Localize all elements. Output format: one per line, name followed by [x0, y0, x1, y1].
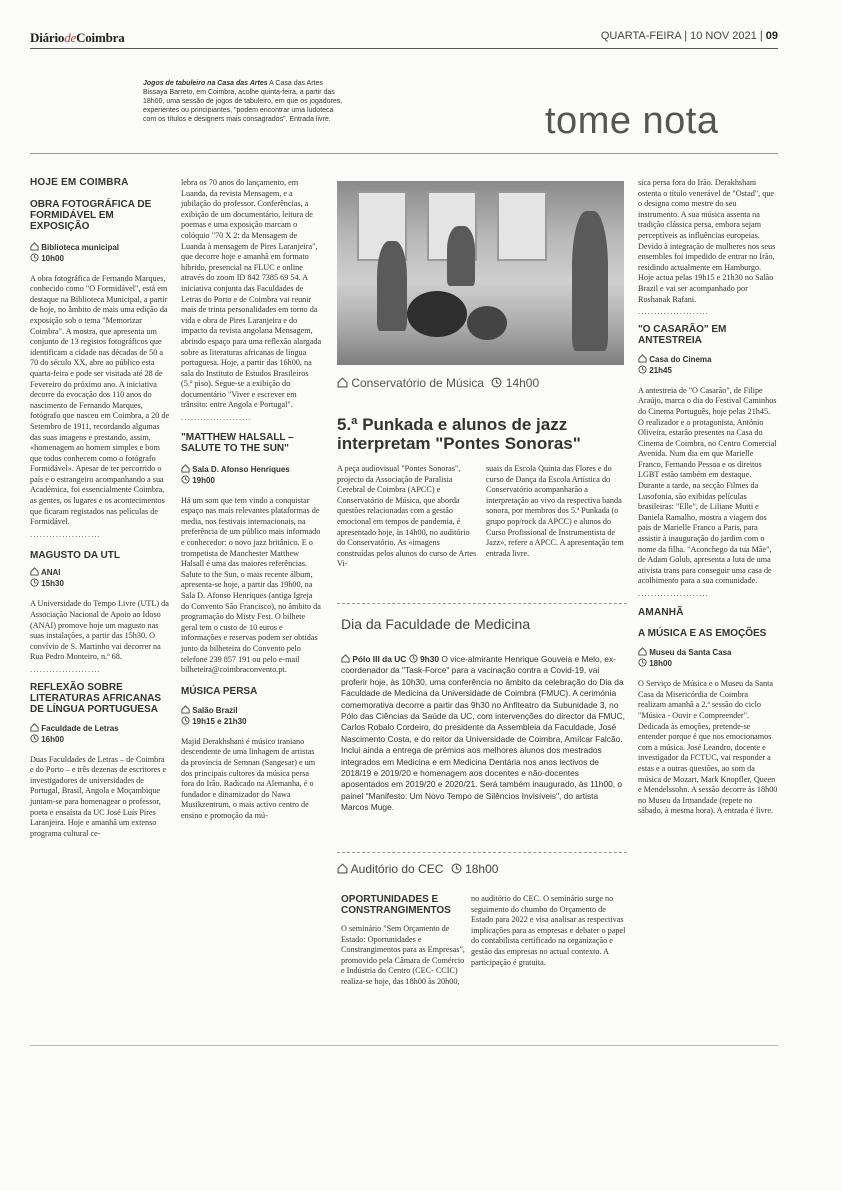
article-4-place: Sala D. Afonso Henriques	[181, 464, 322, 475]
cec-col-b	[471, 894, 627, 970]
article-3-place: Faculdade de Letras	[30, 723, 170, 734]
intro-text: A Casa das Artes Bissaya Barreto, em Coimbra, acolhe quinta-feira, a partir das 18h00, uma sessão de jogos de tabuleiro, em que os jogadores, experientes ou principiantes, "podem encontrar uma ludoteca com os títulos e designers mais consagrados". Entrada livre.	[143, 80, 343, 123]
top-rule	[30, 48, 778, 49]
center-divider	[337, 603, 627, 604]
house-icon	[30, 567, 39, 576]
house-icon	[181, 464, 190, 473]
medicina-time: 9h30	[419, 654, 440, 664]
kicker-amanha: AMANHÃ	[638, 606, 684, 618]
punkada-body-b: suais da Escola Quinta das Flores e do curso de Dança da Escola Artística do Conservatório acompanharão a interpretação ao vivo da respectiva banda sonora, por membros dos 5.ª Punkada (o grupo pop/rock da APCC) e alunos do Curso Profissional de Instrumentista de Jazz», refere a APCC. A apresentação tem entrada livre.	[486, 464, 624, 558]
article-4-meta	[181, 464, 322, 486]
article-4-time: 19h00	[181, 475, 322, 486]
bottom-rule	[30, 1045, 778, 1046]
article-5-meta	[181, 705, 322, 727]
cec-time: 18h00	[465, 862, 499, 876]
house-icon	[181, 705, 190, 714]
cec-head: OPORTUNIDADES E CONSTRANGIMENTOS	[341, 894, 451, 916]
article-2-head: MAGUSTO DA UTL	[30, 550, 120, 562]
cec-body-a: O seminário "Sem Orçamento de Estado: Oportunidades e Constrangimentos para as Empresas", promovido pela Câmara de Comércio e Indústria do Centro (CEC- CCIC) realiza-se hoje, das 18h00 às 20h00,	[341, 924, 465, 986]
article-1-body: A obra fotográfica de Fernando Marques, conhecido como "O Formidável", está em destaque na Biblioteca Municipal, a partir de hoje, no âmbito de mais uma edição da exposição sob o tema "Memorizar Coimbra". A mostra, que apresenta um conjunto de 13 registos fotográficos que identificam a cidade nas décadas de 50 a 70 do século XX, abre ao público esta quarta-feira e pode ser visitada até 28 de Fevereiro do próximo ano. A iniciativa decorre da evocação dos 110 anos do nascimento de Fernando Marques, fotógrafo que nasceu em Coimbra, a 20 de Setembro de 1911, recordando algumas das suas imagens e prestando, assim, «homenagem ao homem simples e bom que todos conhecem como o fotógrafo Formidável». Apesar de ter percorrido o país e o estrangeiro acompanhando a sua Académica, foi essencialmente Coimbra, as gentes, os lugares e os acontecimentos que ficaram registados nas películas de Formidável.	[30, 273, 170, 527]
house-icon	[30, 723, 39, 732]
article-1-place: Biblioteca municipal	[30, 242, 170, 253]
article-6-head: "O CASARÃO" EM ANTESTREIA	[638, 323, 727, 346]
cec-col-a	[341, 894, 466, 990]
house-icon	[638, 354, 647, 363]
article-5-time: 19h15 e 21h30	[181, 716, 322, 727]
issue-date: QUARTA-FEIRA | 10 NOV 2021 |	[600, 30, 766, 42]
brand-word-de: de	[64, 30, 77, 45]
article-4-head: "MATTHEW HALSALL – SALUTE TO THE SUN"	[181, 431, 294, 454]
article-3-continued: lebra os 70 anos do lançamento, em Luanda, da revista Mensagem, e a jubilação do professor. Conferências, a exibição de um documentário, leitura de poemas e uma exposição marcam o colóquio "70 X 2: da Mensagem de Luanda à mensagem de Pires Laranjeira", que decorre hoje e amanhã em formato híbrido, presencial na FLUC e online através do zoom ID 842 7385 69 54. A iniciativa conjunta das Faculdades de Letras do Porto e de Coimbra vai reunir mais de trinta personalidades em torno da vida e obra de Pires Laranjeira e do impacto da revista angolana Mensagem, abrindo espaço para uma reflexão alargada sobre as literaturas africanas de língua portuguesa. Hoje, a partir das 16h00, na sala do Instituto de Estudos Brasileiros (5.º piso). Segue-se a exibição do documentário "Viver e escrever em trânsito: entre Angola e Portugal".	[181, 178, 322, 410]
article-7-meta	[638, 647, 778, 669]
masthead-brand	[30, 30, 125, 46]
article-5-continued: sica persa fora do Irão. Derakhshani ostenta o título venerável de "Ostad", que o designa como mestre do seu instrumento. A sua música assenta na tradição clássica persa, embora sejam perceptíveis as influências europeias. Devido à integração de mulheres nos seus ensembles foi impedido de entrar no Irão, residindo actualmente em Hamburgo. Hoje actua pelas 19h15 e 21h30 no Salão Brazil e vai ser acompanhado por Roshanak Rafani.	[638, 178, 776, 304]
punkada-body-a: A peça audiovisual "Pontes Sonoras", projecto da Associação de Paralisia Cerebral de Coimbra (APCC) e Conservatório de Música, que aborda questões relacionadas com a gestão emocional em tempos de pandemia, é apresentado hoje, às 14h00, no auditório do Conservatório. As «imagens construídas pelos alunos do curso de Artes Vi-	[337, 464, 477, 569]
article-6-meta	[638, 354, 778, 376]
clock-icon	[638, 365, 647, 374]
intro-title: Jogos de tabuleiro na Casa das Artes	[143, 80, 268, 87]
house-icon	[30, 242, 39, 251]
photo-drum	[467, 306, 507, 340]
clock-icon	[30, 578, 39, 587]
divider-dots: ......................	[30, 665, 101, 674]
article-1-meta	[30, 242, 170, 264]
article-2-body: A Universidade do Tempo Livre (UTL) da Associação Nacional de Apoio ao Idoso (ANAI) promove hoje um magusto nas suas instalações, a partir das 15h30. O convívio de S. Martinho vai decorrer na Rua Pedro Monteiro, n.º 68.	[30, 599, 169, 662]
photo-drum	[407, 291, 467, 337]
brand-word-2: Coimbra	[76, 30, 125, 45]
article-3-body: Duas Faculdades de Letras – de Coimbra e do Porto – e três dezenas de escritores e investigadores de universidades de Portugal, Brasil, Angola e Moçambique juntam-se para homenagear o professor, poeta e ensaísta da UC José Luís Pires Laranjeira. Hoje e amanhã um extenso programa cultural ce-	[30, 754, 167, 838]
medicina-body: O vice-almirante Henrique Gouveia e Melo, ex-coordenador da "Task-Force" para a vacinação contra a Covid-19, vai proferir hoje, às 10h30, uma conferência no âmbito da celebração do Dia da Faculdade de Medicina da Universidade de Coimbra (FMUC). A cerimónia comemorativa decorre a partir das 9h30 no Anfiteatro da Subunidade 3, no Pólo das Ciências da Saúde da UC, com intervenções do director da FMUC, Carlos Robalo Cordeiro, do presidente da Assembleia da Faculdade, José Nascimento Costa, e do reitor da Universidade de Coimbra, Amílcar Falcão. Inclui ainda a entrega de prémios aos melhores alunos dos mestrados integrados em Medicina e em Medicina Dentária nos anos lectivos de 2018/19 e 2019/20 e homenagem aos docentes e não-docentes aposentados em 2019/20 e 2020/21. Será também inaugurado, às 11h00, o painel "Manifesto: Um Novo Tempo de Silêncios Invisíveis", do artista Marcos Muge.	[341, 654, 625, 813]
masthead-date	[600, 30, 778, 42]
article-7-time: 18h00	[638, 658, 778, 669]
divider-dots: ......................	[638, 307, 709, 317]
medicina-meta	[341, 654, 441, 664]
divider-dots: ......................	[181, 413, 252, 423]
article-7-place: Museu da Santa Casa	[638, 647, 778, 658]
medicina-headline: Dia da Faculdade de Medicina	[341, 616, 531, 632]
clock-icon	[638, 658, 647, 667]
concert-photo	[337, 181, 624, 365]
article-7-body: O Serviço de Música e o Museu da Santa Casa da Misericórdia de Coimbra realizam amanhã a 2.ª sessão do ciclo "Música - Ouvir e Compreender". Dedicada às emoções, pretende-se entender porque é que nos emocionamos com a música. José Leandro, docente e investigador da FCTUC, vai responder a estas e a outras questões, ao som da música de Mozart, Mark Knopfler, Queen e Mendelssohn. A sessão decorre às 18h00 no Museu da Irmandade (repete no sábado, à mesma hora). A entrada é livre.	[638, 679, 778, 816]
punkada-body-col-a	[337, 464, 477, 572]
house-icon	[337, 863, 348, 874]
article-5-body: Majid Derakhshani é músico iraniano descendente de uma linhagem de artistas da província de Semnan (Sangesar) e um dos principais cultores da música persa fora do Irão. Radicado na Alemanha, é o fundador e dinamizador do Nawa Musikzentrum, o mais activo centro de ensino e promoção da mú-	[181, 736, 316, 820]
clock-icon	[30, 253, 39, 262]
punkada-headline: 5.ª Punkada e alunos de jazz interpretam "Pontes Sonoras"	[337, 415, 581, 453]
article-6-body: A antestreia de "O Casarão", de Filipe Araújo, marca o dia do Festival Caminhos do Cinema Português, hoje pelas 21h45. O realizador e o protagonista, António Oliveira, estarão presentes na Casa do Cinema de Coimbra, no Centro Comercial Avenida. Num dia em que Marielle Franco, Fernando Pessoa e os direitos LGBT estão também em destaque. Durante a tarde, na secção Filmes da Lusofonia, são exibidas películas brasileiras: "Elle", de Liliane Mutti e Daniela Ramalho, mostra a viagem dos pais de Marielle Franco a Paris, para assistir à inauguração do jardim com o nome da filha. "Aconchego da tua Mãe", de Adam Golub, apresenta a luta de uma ativista trans para conseguir uma casa de acolhimento para a sua comunidade.	[638, 385, 777, 586]
house-icon	[337, 377, 348, 388]
cec-meta	[337, 862, 498, 876]
article-2-meta	[30, 567, 170, 589]
column-2	[181, 178, 322, 824]
section-title: tome nota	[545, 100, 719, 142]
clock-icon	[30, 734, 39, 743]
article-1-head: OBRA FOTOGRÁFICA DE FORMIDÁVEL EM EXPOSIÇÃO	[30, 198, 152, 232]
punkada-body-col-b	[486, 464, 626, 561]
article-3-meta	[30, 723, 170, 745]
house-icon	[638, 647, 647, 656]
article-5-place: Salão Brazil	[181, 705, 322, 716]
medicina-place: Pólo III da UC	[352, 654, 407, 664]
center-divider	[337, 852, 627, 853]
clock-icon	[181, 475, 190, 484]
divider-dots: ......................	[638, 589, 709, 598]
article-2-time: 15h30	[30, 578, 170, 589]
photo-musician	[377, 241, 407, 331]
section-rule	[30, 153, 778, 154]
article-2-place: ANAI	[30, 567, 170, 578]
column-4	[638, 178, 778, 819]
clock-icon	[491, 377, 502, 388]
article-6-time: 21h45	[638, 365, 778, 376]
page-number: 09	[765, 30, 778, 42]
clock-icon	[409, 654, 418, 663]
kicker-hoje: HOJE EM COIMBRA	[30, 177, 129, 188]
brand-word-1: Diário	[30, 30, 65, 45]
photo-window	[497, 191, 547, 261]
article-1-time: 10h00	[30, 253, 170, 264]
intro-block	[143, 79, 343, 124]
article-3-head: REFLEXÃO SOBRE LITERATURAS AFRICANAS DE LÍNGUA PORTUGUESA	[30, 681, 162, 715]
photo-musician	[447, 226, 475, 286]
article-5-head: MÚSICA PERSA	[181, 685, 258, 697]
conservatorio-time: 14h00	[505, 376, 540, 390]
cec-body-b: no auditório do CEC. O seminário surge no seguimento do chumbo do Orçamento de Estado para 2022 e visa analisar as respectivas implicações para as empresas e debater o papel do contabilista certificado na organização e gestão das empresas no actual contexto. A participação é gratuita.	[471, 894, 626, 967]
article-6-place: Casa do Cinema	[638, 354, 778, 365]
article-4-body: Há um som que tem vindo a conquistar espaço nas mais relevantes plataformas de media, nos festivais internacionais, na preferência de um público mais informado e conhecedor: o novo jazz britânico. E o trompetista de Manchester Matthew Halsall é uma das maiores referências. Salute to the Sun, o mais recente álbum, apresenta-se hoje, a partir das 19h00, na Sala D. Afonso Henriques (antiga Igreja do Convento São Francisco), no âmbito da programação do Misty Fest. O bilhete geral tem o custo de 10 euros e informações e reservas podem ser obtidas junto da bilheteira do Convento pelo telefone 239 857 191 ou pelo e-mail bilheteira@coimbraconvento.pt.	[181, 495, 321, 675]
article-3-time: 16h00	[30, 734, 170, 745]
clock-icon	[451, 863, 462, 874]
article-7-head: A MÚSICA E AS EMOÇÕES	[638, 628, 767, 640]
house-icon	[341, 654, 350, 663]
photo-guitarist	[572, 211, 608, 351]
conservatorio-place: Conservatório de Música	[351, 376, 485, 390]
cec-place: Auditório do CEC	[350, 862, 444, 876]
medicina-body-block	[341, 654, 626, 814]
clock-icon	[181, 716, 190, 725]
conservatorio-meta	[337, 376, 539, 390]
divider-dots: ......................	[30, 529, 101, 539]
column-1	[30, 178, 170, 841]
